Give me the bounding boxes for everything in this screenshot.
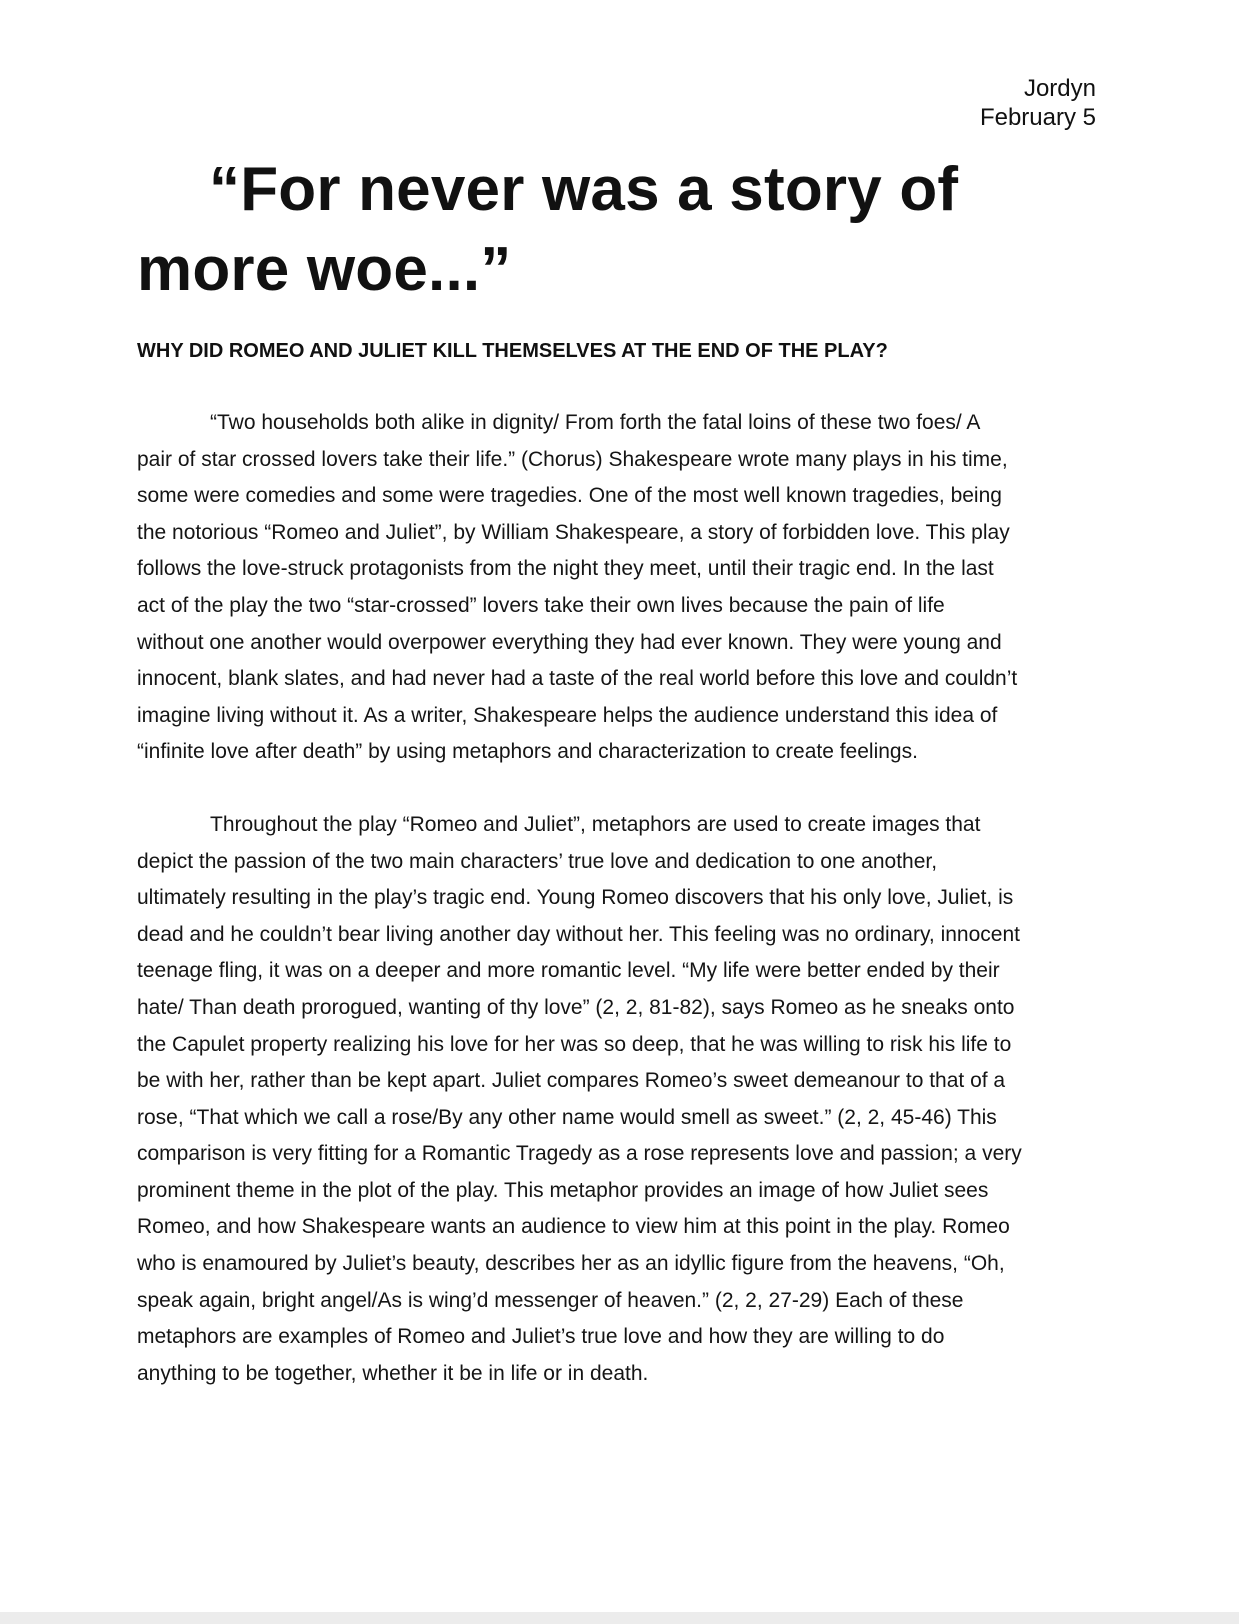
page-bottom-edge — [0, 1612, 1239, 1624]
document-date: February 5 — [979, 104, 1096, 131]
essay-title: “For never was a story of more woe...” — [137, 155, 959, 304]
author-date-block — [980, 74, 1096, 132]
essay-body — [137, 405, 1097, 1428]
essay-paragraph-intro: “Two households both alike in dignity/ From forth the fatal loins of these two foes/ A pair of star crossed lovers take their life.” (Chorus) Shakespeare wrote many plays in his time, some were comedies and some were tragedies. One of the most well known tragedies, being the notorious “Romeo and Juliet”, by William Shakespeare, a story of forbidden love. This play follows the love-struck protagonists from the night they meet, until their tragic end. In the last act of the play the two “star-crossed” lovers take their own lives because the pain of life without one another would overpower everything they had ever known. They were young and innocent, blank slates, and had never had a taste of the real world before this love and couldn’t imagine living without it. As a writer, Shakespeare helps the audience understand this idea of “infinite love after death” by using metaphors and characterization to create feelings. — [137, 411, 1018, 764]
author-name: Jordyn — [1023, 75, 1096, 102]
essay-question-heading: WHY DID ROMEO AND JULIET KILL THEMSELVES AT THE END OF THE PLAY? — [137, 340, 888, 362]
essay-paragraph-metaphors: Throughout the play “Romeo and Juliet”, metaphors are used to create images that depict the passion of the two main characters’ true love and dedication to one another, ultimately resulting in the play’s tragic end. Young Romeo discovers that his only love, Juliet, is dead and he couldn’t bear living another day without her. This feeling was no ordinary, innocent teenage fling, it was on a deeper and more romantic level. “My life were better ended by their hate/ Than death prorogued, wanting of thy love” (2, 2, 81-82), says Romeo as he sneaks onto the Capulet property realizing his love for her was so deep, that he was willing to risk his life to be with her, rather than be kept apart. Juliet compares Romeo’s sweet demeanour to that of a rose, “That which we call a rose/By any other name would smell as sweet.” (2, 2, 45-46) This comparison is very fitting for a Romantic Tragedy as a rose represents love and passion; a very prominent theme in the plot of the play. This metaphor provides an image of how Juliet sees Romeo, and how Shakespeare wants an audience to view him at this point in the play. Romeo who is enamoured by Juliet’s beauty, describes her as an idyllic figure from the heavens, “Oh, speak again, bright angel/As is wing’d messenger of heaven.” (2, 2, 27-29) Each of these metaphors are examples of Romeo and Juliet’s true love and how they are willing to do anything to be together, whether it be in life or in death. — [137, 812, 1022, 1385]
